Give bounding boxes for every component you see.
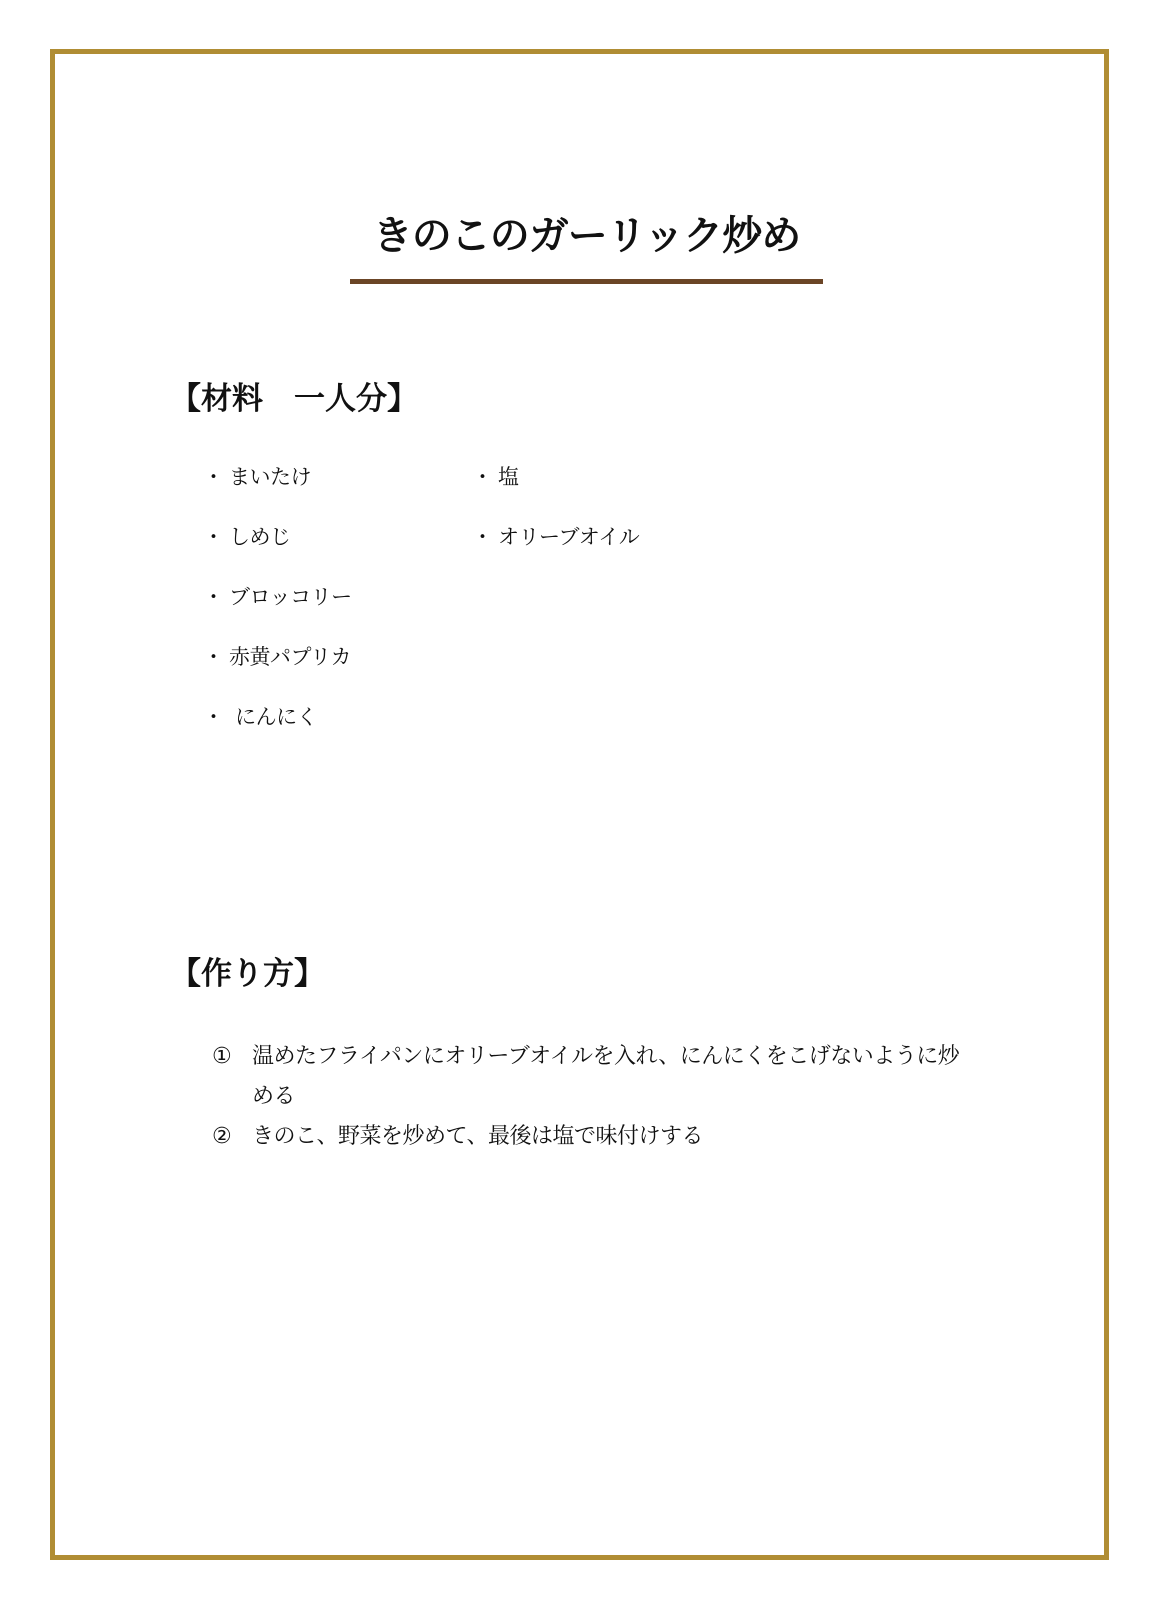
method-step bbox=[212, 1117, 972, 1157]
bullet-icon: ・ bbox=[203, 705, 224, 729]
method-steps-list bbox=[212, 1037, 972, 1157]
step-text: 温めたフライパンにオリーブオイルを入れ、にんにくをこげないように炒める bbox=[252, 1044, 960, 1109]
ingredient-label: ブロッコリー bbox=[229, 585, 352, 609]
ingredient-label: にんにく bbox=[229, 705, 318, 729]
bullet-icon: ・ bbox=[472, 465, 493, 489]
bullet-icon: ・ bbox=[472, 525, 493, 549]
bullet-icon: ・ bbox=[203, 525, 224, 549]
ingredient-item bbox=[472, 525, 639, 550]
ingredient-item bbox=[203, 645, 351, 670]
bullet-icon: ・ bbox=[203, 465, 224, 489]
ingredient-item bbox=[472, 465, 519, 490]
step-number: ① bbox=[212, 1044, 232, 1069]
bullet-icon: ・ bbox=[203, 645, 224, 669]
title-underline bbox=[350, 279, 823, 284]
ingredient-label: オリーブオイル bbox=[498, 525, 640, 549]
ingredient-item bbox=[203, 705, 317, 730]
page-border-frame bbox=[50, 49, 1109, 1560]
ingredient-label: 赤黄パプリカ bbox=[229, 645, 351, 669]
ingredients-heading: 【材料 一人分】 bbox=[170, 381, 418, 417]
ingredient-label: 塩 bbox=[498, 465, 519, 489]
step-text: きのこ、野菜を炒めて、最後は塩で味付けする bbox=[252, 1124, 704, 1149]
method-step bbox=[212, 1037, 972, 1117]
method-heading: 【作り方】 bbox=[170, 956, 325, 992]
bullet-icon: ・ bbox=[203, 585, 224, 609]
ingredient-label: まいたけ bbox=[229, 465, 311, 489]
ingredient-item bbox=[203, 465, 311, 490]
ingredient-item bbox=[203, 525, 291, 550]
ingredient-item bbox=[203, 585, 352, 610]
step-number: ② bbox=[212, 1124, 232, 1149]
ingredient-label: しめじ bbox=[229, 525, 291, 549]
recipe-title: きのこのガーリック炒め bbox=[372, 213, 801, 259]
